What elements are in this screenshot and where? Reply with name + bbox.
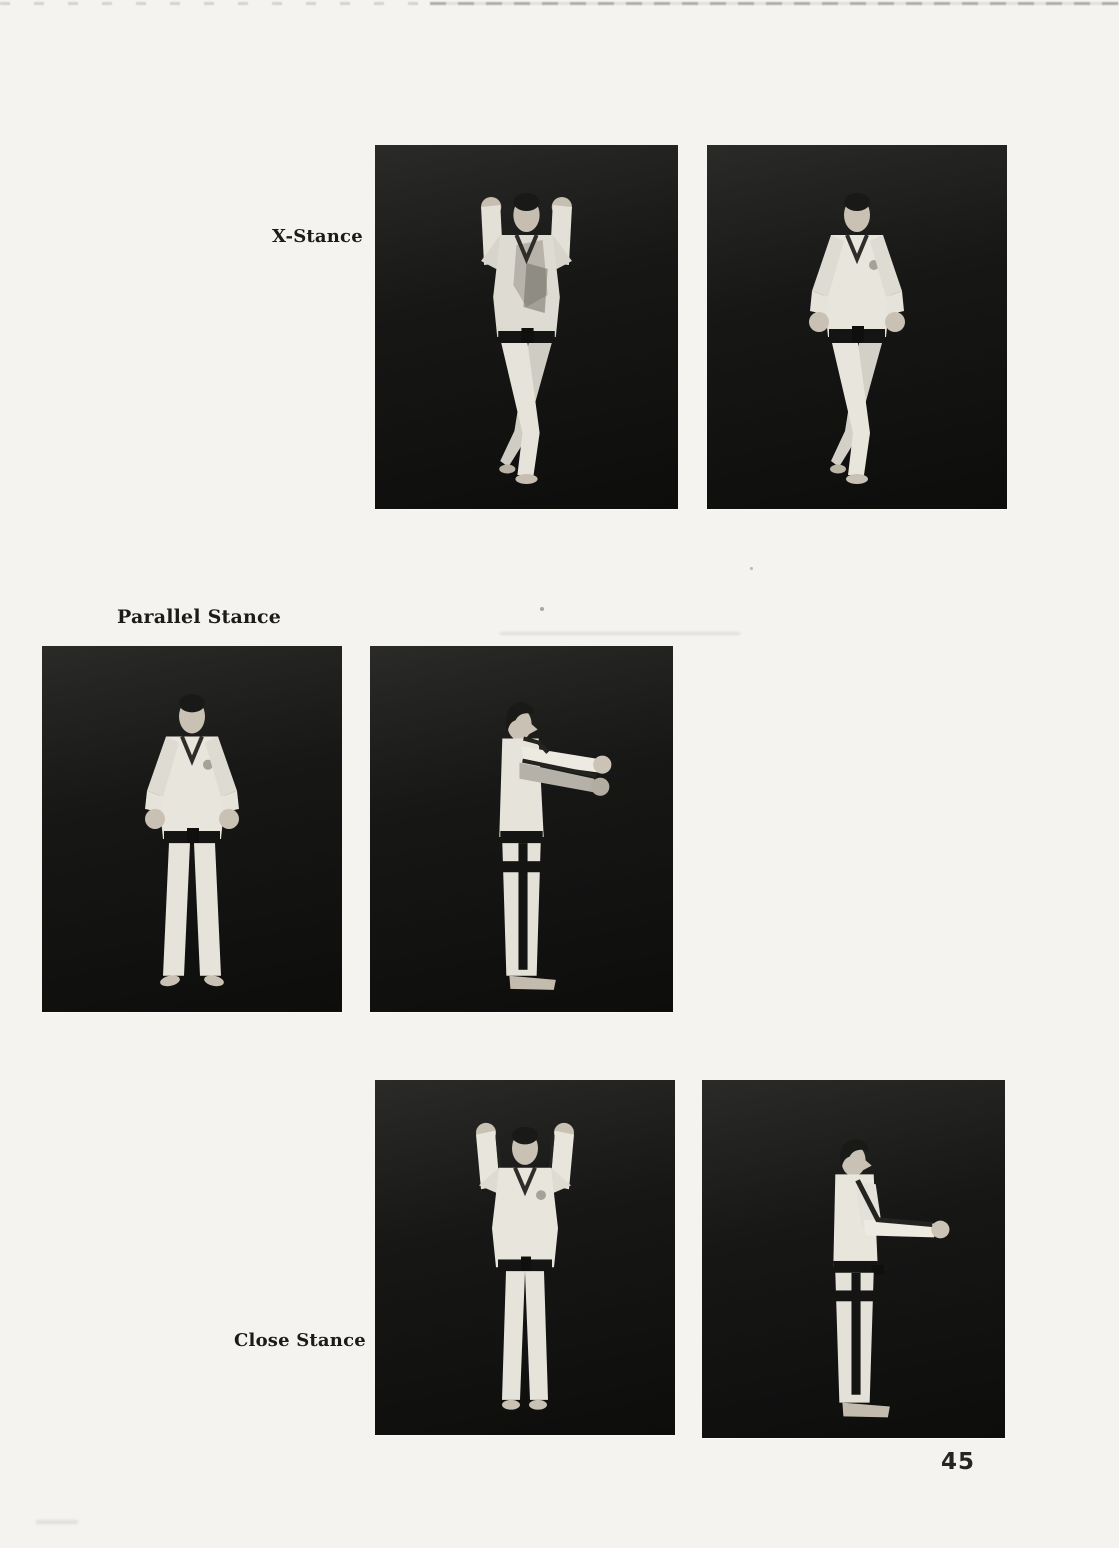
scan-artifact [540, 607, 544, 611]
photo-parallel-stance-side [370, 646, 673, 1012]
scan-artifact [750, 567, 753, 570]
scan-artifact [0, 2, 430, 5]
x-stance-figure-fists-lowered [707, 145, 1007, 509]
x-stance-figure-fists-raised [375, 145, 678, 509]
scan-artifact [36, 1520, 78, 1524]
scan-artifact [500, 632, 740, 635]
parallel-stance-figure-side [370, 646, 673, 1012]
caption-close-stance: Close Stance [234, 1330, 366, 1351]
caption-x-stance: X-Stance [272, 226, 363, 247]
close-stance-figure-front [375, 1080, 675, 1435]
page-number: 45 [941, 1449, 976, 1475]
photo-x-stance-front-2 [707, 145, 1007, 509]
photo-close-stance-front [375, 1080, 675, 1435]
close-stance-figure-side [702, 1080, 1005, 1438]
photo-parallel-stance-front [42, 646, 342, 1012]
photo-x-stance-front-1 [375, 145, 678, 509]
photo-close-stance-side [702, 1080, 1005, 1438]
caption-parallel-stance: Parallel Stance [117, 606, 282, 628]
parallel-stance-figure-front [42, 646, 342, 1012]
scan-artifact [430, 2, 1119, 5]
